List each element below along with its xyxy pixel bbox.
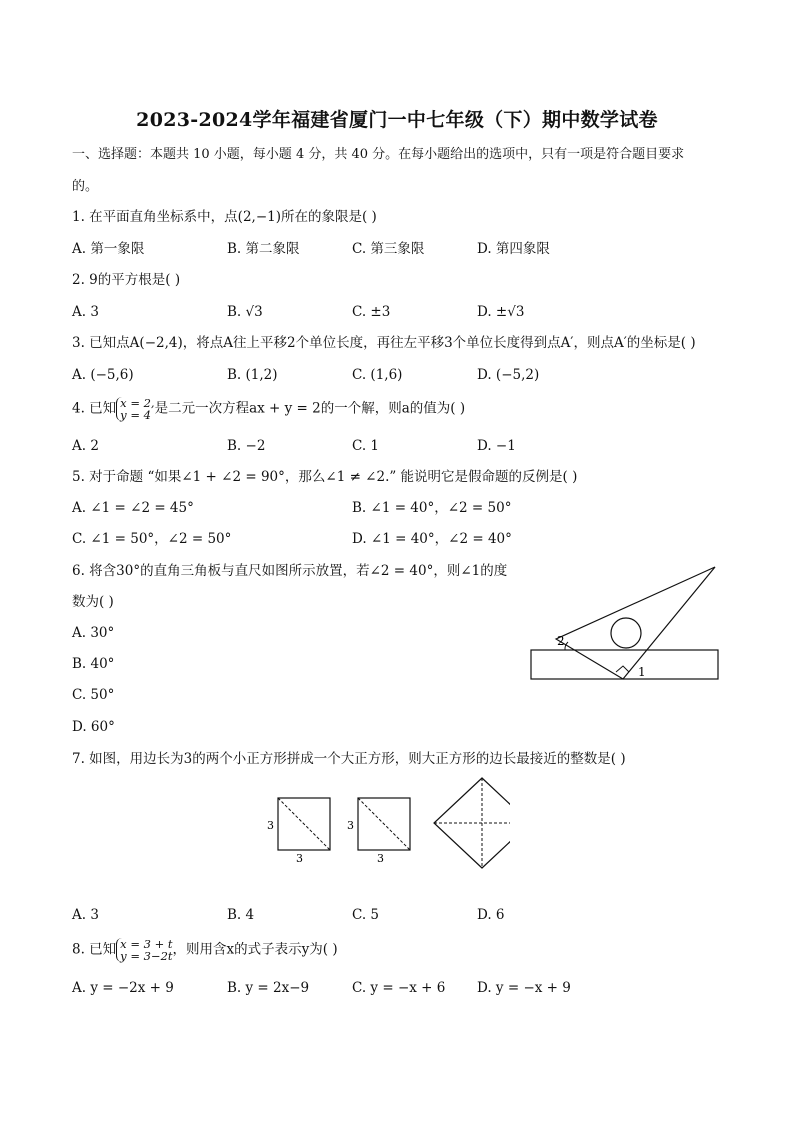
option-c: C. ±3	[352, 304, 391, 320]
option-d: D. y = −x + 9	[477, 980, 571, 996]
option-c: C. ∠1 = 50°，∠2 = 50°	[72, 531, 232, 547]
triangle-ruler-figure	[525, 562, 725, 687]
page-title: 2023-2024学年福建省厦门一中七年级（下）期中数学试卷	[136, 109, 658, 131]
squares-figure	[260, 772, 510, 877]
side-label: 3	[296, 852, 303, 865]
ruler	[531, 650, 718, 679]
option-b: B. √3	[227, 304, 263, 320]
option-b: B. (1,2)	[227, 367, 278, 383]
option-b: B. y = 2x−9	[227, 980, 310, 996]
option-a: A. 3	[72, 304, 99, 320]
option-a: A. 3	[72, 907, 99, 923]
option-a: A. 2	[72, 438, 99, 454]
equation-line-2: y = 4	[120, 408, 151, 422]
section-instruction-cont: 的。	[72, 179, 99, 194]
equation-line-1: x = 2,	[120, 396, 155, 410]
equation-line-2: y = 3−2t	[120, 949, 173, 963]
question-6-stem: 6. 将含30°的直角三角板与直尺如图所示放置，若∠2 = 40°，则∠1的度	[72, 563, 508, 579]
side-label: 3	[377, 852, 384, 865]
angle-1-label: 1	[638, 665, 646, 679]
question-4-suffix: 是二元一次方程ax + y = 2的一个解，则a的值为( )	[154, 400, 466, 417]
option-b: B. 40°	[72, 656, 115, 672]
option-b: B. 4	[227, 907, 255, 923]
question-5-stem: 5. 对于命题 “如果∠1 + ∠2 = 90°，那么∠1 ≠ ∠2.” 能说明它是假命题的反例是( )	[72, 469, 578, 485]
angle-2-label: 2	[557, 634, 565, 648]
question-3-stem: 3. 已知点A(−2,4)，将点A往上平移2个单位长度，再往左平移3个单位长度得到点A′，则点A′的坐标是( )	[72, 335, 696, 351]
option-c: C. 5	[352, 907, 380, 923]
option-a: A. (−5,6)	[72, 367, 134, 383]
side-label: 3	[347, 819, 354, 832]
option-d: D. −1	[477, 438, 516, 454]
question-1-stem: 1. 在平面直角坐标系中，点(2,−1)所在的象限是( )	[72, 209, 377, 225]
option-c: C. 50°	[72, 687, 115, 703]
option-a: A. y = −2x + 9	[72, 980, 174, 996]
option-a: A. 第一象限	[72, 241, 145, 257]
option-d: D. 6	[477, 907, 505, 923]
option-b: B. −2	[227, 438, 266, 454]
option-b: B. ∠1 = 40°，∠2 = 50°	[352, 500, 512, 516]
option-a: A. ∠1 = ∠2 = 45°	[72, 500, 194, 516]
equation-line-1: x = 3 + t	[120, 937, 173, 951]
question-8-suffix: ，则用含x的式子表示y为( )	[172, 941, 338, 958]
option-d: D. 第四象限	[477, 241, 550, 257]
question-7-stem: 7. 如图，用边长为3的两个小正方形拼成一个大正方形，则大正方形的边长最接近的整数是( )	[72, 751, 626, 767]
option-c: C. 第三象限	[352, 241, 425, 257]
option-b: B. 第二象限	[227, 241, 300, 257]
side-label: 3	[267, 819, 274, 832]
diagonal-1	[278, 798, 330, 850]
question-8-prefix: 8. 已知	[72, 941, 117, 958]
option-c: C. (1,6)	[352, 367, 403, 383]
right-angle-mark	[616, 666, 629, 672]
option-c: C. y = −x + 6	[352, 980, 446, 996]
equation-system	[116, 938, 172, 962]
option-d: D. (−5,2)	[477, 367, 540, 383]
option-d: D. ±√3	[477, 304, 525, 320]
question-8-stem	[72, 938, 338, 962]
option-a: A. 30°	[72, 625, 115, 641]
option-c: C. 1	[352, 438, 380, 454]
diagonal-2	[358, 798, 410, 850]
question-6-stem-cont: 数为( )	[72, 594, 114, 610]
question-4-prefix: 4. 已知	[72, 400, 117, 417]
equation-system	[116, 397, 154, 421]
option-d: D. 60°	[72, 719, 115, 735]
set-square-hole	[611, 618, 641, 648]
question-4-stem	[72, 397, 465, 421]
section-instruction: 一、选择题：本题共 10 小题，每小题 4 分，共 40 分。在每小题给出的选项中，只有一项是符合题目要求	[72, 147, 685, 162]
question-2-stem: 2. 9的平方根是( )	[72, 272, 181, 288]
set-square	[556, 567, 715, 679]
option-d: D. ∠1 = 40°，∠2 = 40°	[352, 531, 512, 547]
